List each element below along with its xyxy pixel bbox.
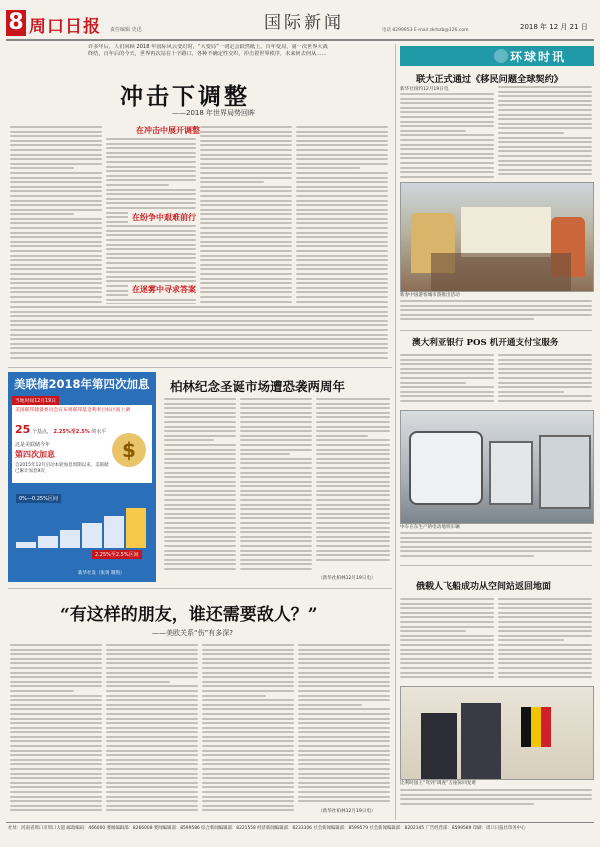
fed-date-tag: 当地时间12月19日 <box>12 396 59 405</box>
friend-col-2 <box>106 644 198 814</box>
column-banner <box>400 46 594 66</box>
lead-bottom-text <box>10 306 388 364</box>
lead-intro: 许多年后，人们回顾 2018 年国际风云变幻时，“大变局”一词定会跃然纸上。百年变局，第一次世界大战终结，百年后的今天，世界再次站在十字路口，各种不确定性交织，冲击着世界秩序，未来何去何从…… <box>88 44 328 58</box>
christmas-col-2 <box>240 398 312 574</box>
fed-panel <box>12 405 152 483</box>
christmas-title: 柏林纪念圣诞市场遭恐袭两周年 <box>170 379 346 394</box>
news-1-caption: 新春中国游客城市游推出活动 <box>400 293 460 298</box>
news-1-col-2 <box>498 86 592 179</box>
right-rule-1 <box>400 330 592 331</box>
lead-col-3 <box>200 126 292 304</box>
news-2-photo <box>400 410 594 524</box>
lead-section-3: 在迷雾中寻求答案 <box>128 283 200 296</box>
fed-desc: 美国联邦储备委员会宣布将联邦基金利率目标区间上调 <box>15 408 131 413</box>
contact-info: 电话 8299953 E-mail zkrbzb@126.com <box>382 28 469 33</box>
friend-col-3 <box>202 644 294 814</box>
page-number: 8 <box>6 10 26 36</box>
news-1-title: 联大正式通过《移民问题全球契约》 <box>416 74 563 85</box>
news-3-col-1 <box>400 598 494 682</box>
column-divider <box>395 44 396 820</box>
friend-subtitle: ——美欧关系“伤”有多深? <box>152 629 233 637</box>
lead-section-2: 在纷争中艰难前行 <box>128 211 200 224</box>
lead-title: 冲击下调整 <box>120 83 250 110</box>
fed-title: 美联储2018年第四次加息 <box>14 377 150 391</box>
news-2-caption-text <box>400 532 592 562</box>
column-title: 环球时讯 <box>510 50 567 64</box>
fed-rate-to: 2.25%至2.5%区间 <box>92 550 142 559</box>
footer-info: 社址：河南省周口市周口大道 邮政编码：466000 要闻编辑部：8266008 要闻编辑部：8599586 综合新闻编辑部：8221558 经济新闻编辑部：8233306 社会新闻编辑部：8599579 社会新闻编辑部：8202345 广告经营部：8599589 印刷：周口日报社印务中心 <box>8 826 526 831</box>
fed-rate-from: 0%—0.25%区间 <box>16 494 61 503</box>
news-3-title: 俄载人飞船成功从空间站返回地面 <box>416 582 552 592</box>
lead-col-4 <box>296 126 388 304</box>
right-rule-2 <box>400 565 592 566</box>
lead-bottom-rule <box>8 367 392 368</box>
news-2-title: 澳大利亚银行 POS 机开通支付宝服务 <box>412 338 559 348</box>
news-3-caption-text <box>400 789 592 813</box>
news-2-caption: 中车在东生产的电动地铁车辆 <box>400 525 460 530</box>
friend-col-1 <box>10 644 102 814</box>
paper-logo: 周口日报 <box>29 17 101 37</box>
fed-rate-number: 25 <box>15 423 31 436</box>
globe-icon <box>494 49 508 63</box>
lead-section-1: 在冲击中展开调整 <box>136 126 200 135</box>
fed-rate-tail: 的水平 <box>91 429 107 435</box>
christmas-col-3 <box>316 398 390 568</box>
news-1-source: 新华社纽约12月19日电 <box>400 87 449 92</box>
friend-title: “有这样的朋友，谁还需要敌人？” <box>60 605 318 625</box>
fed-note-2: 第四次加息 <box>15 450 55 459</box>
page-header <box>0 0 600 42</box>
news-1-col-1 <box>400 93 494 179</box>
fed-rate-line <box>15 423 106 436</box>
news-1-photo <box>400 182 594 292</box>
section-title: 国际新闻 <box>264 13 344 33</box>
news-2-col-2 <box>498 354 592 406</box>
friend-source: （新华社柏林12月19日电） <box>318 809 376 814</box>
header-rule <box>6 39 594 41</box>
lead-subtitle: ——2018 年世界局势回眸 <box>172 109 256 117</box>
fed-infographic <box>8 372 156 582</box>
issue-date: 2018 年 12 月 21 日 <box>520 23 588 31</box>
news-3-photo <box>400 686 594 780</box>
christmas-source: （新华社柏林12月19日电） <box>318 576 376 581</box>
news-3-caption: 比利时国王“驾到”调查”万座际回复难 <box>400 781 477 786</box>
mid-rule <box>8 588 392 589</box>
rate-staircase <box>16 506 148 548</box>
friend-col-4 <box>298 644 390 804</box>
lead-col-1 <box>10 126 102 304</box>
fed-note-1: 这是美联储今年 <box>15 442 51 448</box>
christmas-col-1 <box>164 398 236 574</box>
fed-rate-label: 个基点， <box>31 429 52 435</box>
editor-info: 责任编辑 史迅 <box>110 27 142 33</box>
news-1-caption-text <box>400 300 592 324</box>
footer-rule <box>6 822 594 823</box>
fed-note-3: 自2015年12月启动本轮加息周期以来，美联储已累计加息9次 <box>15 463 109 474</box>
fed-credit: 新华社发（张勇 制图） <box>78 571 125 576</box>
fed-rate-range: 2.25%至2.5% <box>53 429 90 435</box>
news-2-col-1 <box>400 354 494 406</box>
news-3-col-2 <box>498 598 592 682</box>
dollar-icon: $ <box>112 433 146 467</box>
